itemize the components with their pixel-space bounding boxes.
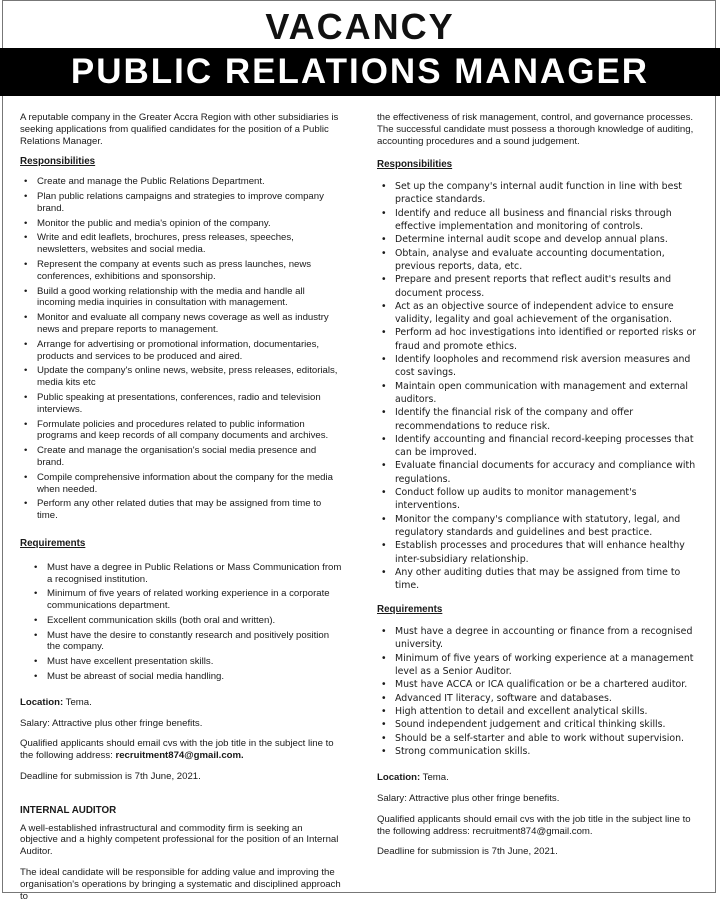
list-item: • Represent the company at events such as press launches, news conferences, exhibitions and sponsorship. [20, 259, 342, 283]
list-item: • Determine internal audit scope and develop annual plans. [377, 233, 699, 246]
list-item: • Maintain open communication with management and external auditors. [377, 380, 699, 407]
apply-text: Qualified applicants should email cvs with the job title in the subject line to the following address: [20, 738, 334, 762]
list-item: • Must have the desire to constantly research and positively position the company. [30, 630, 342, 654]
pr-apply [20, 738, 342, 762]
location-value: Tema. [420, 772, 449, 784]
ia-intro-2-right: the effectiveness of risk management, control, and governance processes. The successful candidate must possess a thorough knowledge of auditing, accounting procedures and a sound judgement. [377, 112, 694, 147]
list-item: • Evaluate financial documents for accuracy and compliance with regulations. [377, 459, 699, 486]
location-label: Location: [377, 772, 421, 784]
list-item: • Perform ad hoc investigations into identified or reported risks or fraud and promote ethics. [377, 326, 699, 353]
location-label: Location: [20, 696, 64, 708]
list-item: • Write and edit leaflets, brochures, press releases, speeches, newsletters, websites and social media. [20, 232, 342, 256]
list-item: • Identify the financial risk of the company and offer recommendations to reduce risk. [377, 406, 699, 433]
pr-intro: A reputable company in the Greater Accra Region with other subsidiaries is seeking applications from qualified candidates for the position of a Public Relations Manager. [20, 112, 339, 147]
ia-location [377, 772, 699, 784]
list-item: • Advanced IT literacy, software and databases. [377, 692, 699, 705]
list-item: • Compile comprehensive information about the company for the media when needed. [20, 472, 342, 496]
list-item: • Obtain, analyse and evaluate accounting documentation, previous reports, data, etc. [377, 247, 699, 274]
list-item: • Perform any other related duties that may be assigned from time to time. [20, 498, 342, 522]
pr-salary: Salary: Attractive plus other fringe benefits. [20, 717, 203, 729]
pr-responsibilities-list [20, 176, 342, 522]
pr-responsibilities-heading: Responsibilities [20, 156, 96, 168]
ia-intro-2-left: The ideal candidate will be responsible for adding value and improving the organisation's operations by bringing a systematic and disciplined approach to [20, 867, 341, 902]
list-item: • Must have a degree in Public Relations or Mass Communication from a recognised institution. [30, 562, 342, 586]
pr-requirements-heading: Requirements [20, 537, 86, 549]
list-item: • Conduct follow up audits to monitor management's interventions. [377, 486, 699, 513]
ia-requirements-list [377, 625, 699, 758]
email-address: recruitment874@gmail.com. [115, 750, 244, 762]
pr-location [20, 697, 342, 709]
list-item: • Prepare and present reports that reflect audit's results and document process. [377, 273, 699, 300]
list-item: • Identify loopholes and recommend risk aversion measures and cost savings. [377, 353, 699, 380]
list-item: • Establish processes and procedures that will enhance healthy inter-subsidiary relationship. [377, 539, 699, 566]
list-item: • Monitor and evaluate all company news coverage as well as industry news and prepare reports to management. [20, 312, 342, 336]
list-item: • Identify accounting and financial record-keeping processes that can be improved. [377, 433, 699, 460]
ia-intro-1: A well-established infrastructural and commodity firm is seeking an objective and a highly competent professional for the position of an Internal Auditor. [20, 822, 339, 858]
list-item: • Public speaking at presentations, conferences, radio and television interviews. [20, 392, 342, 416]
list-item: • Should be a self-starter and able to work without supervision. [377, 732, 699, 745]
list-item: • Arrange for advertising or promotional information, documentaries, products and services to be produced and aired. [20, 339, 342, 363]
list-item: • Must be abreast of social media handling. [30, 671, 342, 683]
right-column [377, 112, 699, 867]
list-item: • Must have a degree in accounting or finance from a recognised university. [377, 625, 699, 652]
list-item: • Set up the company's internal audit function in line with best practice standards. [377, 180, 699, 207]
ia-heading: INTERNAL AUDITOR [20, 804, 117, 816]
list-item: • Build a good working relationship with the media and handle all incoming media inquiries in consultation with management. [20, 286, 342, 310]
list-item: • Create and manage the Public Relations Department. [20, 176, 342, 188]
ia-responsibilities-heading: Responsibilities [377, 159, 453, 171]
list-item: • Excellent communication skills (both oral and written). [30, 615, 342, 627]
location-value: Tema. [63, 696, 92, 708]
list-item: • Sound independent judgement and critical thinking skills. [377, 718, 699, 731]
list-item: • Monitor the company's compliance with statutory, legal, and regulatory standards and guidelines and best practice. [377, 513, 699, 540]
list-item: • Identify and reduce all business and financial risks through effective implementation and monitoring of controls. [377, 207, 699, 234]
ia-deadline: Deadline for submission is 7th June, 2021. [377, 846, 558, 858]
list-item: • Plan public relations campaigns and strategies to improve company brand. [20, 191, 342, 215]
list-item: • Act as an objective source of independent advice to ensure validity, legality and goal achievement of the organisation. [377, 300, 699, 327]
list-item: • Strong communication skills. [377, 745, 699, 758]
list-item: • Create and manage the organisation's social media presence and brand. [20, 445, 342, 469]
ia-requirements-heading: Requirements [377, 604, 443, 616]
pr-requirements-list [30, 562, 342, 683]
list-item: • Must have ACCA or ICA qualification or be a chartered auditor. [377, 678, 699, 691]
list-item: • Update the company's online news, website, press releases, editorials, media kits etc [20, 365, 342, 389]
job-title-banner: PUBLIC RELATIONS MANAGER [0, 48, 720, 96]
list-item: • Any other auditing duties that may be assigned from time to time. [377, 566, 699, 593]
list-item: • Formulate policies and procedures related to public information programs and keep records of all company documents and archives. [20, 419, 342, 443]
left-column [20, 112, 342, 911]
page-title: VACANCY [265, 6, 455, 47]
list-item: • Monitor the public and media's opinion of the company. [20, 218, 342, 230]
list-item: • High attention to detail and excellent analytical skills. [377, 705, 699, 718]
ia-salary: Salary: Attractive plus other fringe benefits. [377, 792, 560, 804]
list-item: • Minimum of five years of related working experience in a corporate communications department. [30, 588, 342, 612]
list-item: • Minimum of five years of working experience at a management level as a Senior Auditor. [377, 652, 699, 679]
ia-responsibilities-list [377, 180, 699, 592]
ia-apply: Qualified applicants should email cvs with the job title in the subject line to the following address: recruitment874@gmail.com. [377, 813, 691, 837]
list-item: • Must have excellent presentation skills. [30, 656, 342, 668]
pr-deadline: Deadline for submission is 7th June, 2021. [20, 771, 201, 783]
